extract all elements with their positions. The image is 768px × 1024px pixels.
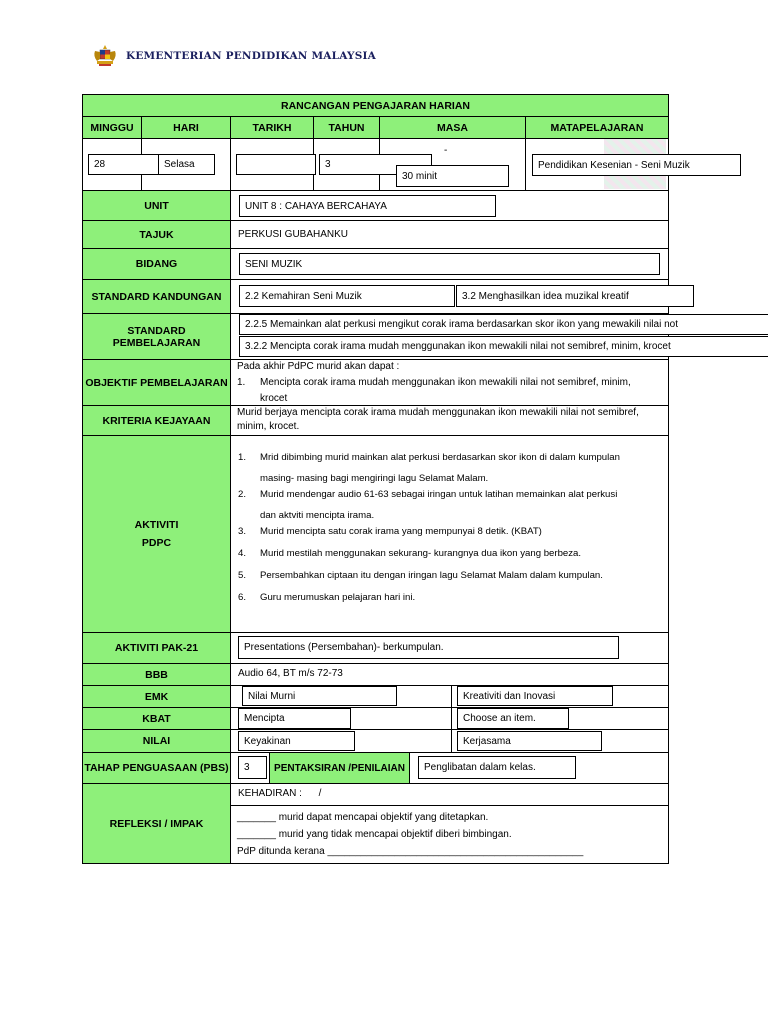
minggu-field[interactable]: 28 [88,154,160,175]
col-matapelajaran-label: MATAPELAJARAN [550,121,644,134]
label-kriteria-text: KRITERIA KEJAYAAN [102,414,211,427]
emk-divider [451,685,452,708]
col-tarikh-label: TARIKH [252,121,292,134]
label-nilai-text: NILAI [142,735,171,747]
label-pak21 [82,632,231,664]
nilai-field-2[interactable]: Kerjasama [457,731,602,751]
label-kbat [82,707,231,730]
label-standard-kandungan-text: STANDARD KANDUNGAN [91,290,222,303]
pentaksiran-field[interactable]: Penglibatan dalam kelas. [418,756,576,779]
aktiviti-item-number: 4. [238,548,247,559]
aktiviti-item-text: Murid mencipta satu corak irama yang mempunyai 8 detik. (KBAT) [260,526,542,537]
aktiviti-item-number: 5. [238,570,247,581]
label-bbb [82,663,231,686]
aktiviti-item-text: Mrid dibimbing murid mainkan alat perkusi berdasarkan skor ikon di dalam kumpulan [260,452,620,463]
col-minggu-label: MINGGU [90,121,134,134]
aktiviti-item-text: Murid mendengar audio 61-63 sebagai iringan untuk latihan memainkan alat perkusi [260,489,618,500]
col-matapelajaran [525,116,669,139]
label-pentaksiran-text: PENTAKSIRAN /PENILAIAN [274,762,405,774]
label-kriteria [82,405,231,436]
refleksi-line-1: _______ murid dapat mencapai objektif yang ditetapkan. [237,812,489,823]
col-tahun-label: TAHUN [328,121,365,134]
label-emk [82,685,231,708]
sk-field-2[interactable]: 3.2 Menghasilkan idea muzikal kreatif [456,285,694,307]
refleksi-line-3: PdP ditunda kerana ______________________________________________ [237,846,584,857]
unit-field[interactable]: UNIT 8 : CAHAYA BERCAHAYA [239,195,496,217]
kbat-divider [451,707,452,730]
label-nilai [82,729,231,753]
malaysia-coat-of-arms-icon [92,44,118,68]
matapelajaran-field[interactable]: Pendidikan Kesenian - Seni Muzik [532,154,741,176]
objektif-text-1: Mencipta corak irama mudah menggunakan ikon mewakili nilai not semibref, minim, [260,377,631,388]
label-aktiviti [82,435,231,633]
aktiviti-item-text: Guru merumuskan pelajaran hari ini. [260,592,416,603]
label-standard-kandungan [82,279,231,314]
col-masa [379,116,526,139]
label-tahap-text: TAHAP PENGUASAAN (PBS) [84,762,229,774]
aktiviti-item-number: 2. [238,489,247,500]
pak21-field[interactable]: Presentations (Persembahan)- berkumpulan. [238,636,619,659]
label-standard-pembelajaran-text: STANDARD PEMBELAJARAN [112,324,201,349]
label-tahap [82,752,231,784]
tarikh-field[interactable] [236,154,316,175]
label-pak21-text: AKTIVITI PAK-21 [114,642,199,654]
nilai-field-1[interactable]: Keyakinan [238,731,355,751]
tahap-field[interactable]: 3 [238,756,267,779]
kbat-field-1[interactable]: Mencipta [238,708,351,729]
kbat-field-2[interactable]: Choose an item. [457,708,569,729]
nilai-divider [451,729,452,753]
aktiviti-item-number: 1. [238,452,247,463]
bidang-field[interactable]: SENI MUZIK [239,253,660,275]
objektif-intro: Pada akhir PdPC murid akan dapat : [237,361,400,372]
label-unit-text: UNIT [144,199,169,212]
aktiviti-item-text: dan aktviti mencipta irama. [260,510,375,521]
label-unit [82,190,231,221]
kriteria-text-2: minim, krocet. [237,421,300,432]
sp-field-1[interactable]: 2.2.5 Memainkan alat perkusi mengikut corak irama berdasarkan skor ikon yang mewakili nilai not [239,314,768,335]
label-bidang-text: BIDANG [135,258,178,270]
label-objektif [82,359,231,406]
masa-dash: - [444,145,448,156]
masa-duration-field[interactable]: 30 minit [396,165,509,187]
label-bidang [82,248,231,280]
col-hari-label: HARI [173,121,199,134]
col-minggu [82,116,142,139]
aktiviti-item-text: masing- masing bagi mengiringi lagu Selamat Malam. [260,473,489,484]
col-tahun [313,116,380,139]
col-masa-label: MASA [437,121,468,134]
emk-field-1[interactable]: Nilai Murni [242,686,397,706]
tahun-field[interactable]: 3 [319,154,432,175]
col-hari [141,116,231,139]
emk-field-2[interactable]: Kreativiti dan Inovasi [457,686,613,706]
label-tajuk-text: TAJUK [139,228,174,241]
label-pdpc-text: PDPC [141,537,172,549]
objektif-text-2: krocet [260,393,288,404]
objektif-number: 1. [237,377,246,388]
col-tarikh [230,116,314,139]
label-objektif-text: OBJEKTIF PEMBELAJARAN [85,376,228,389]
label-emk-text: EMK [144,690,169,703]
bbb-value: Audio 64, BT m/s 72-73 [238,668,343,679]
aktiviti-item-text: Persembahkan ciptaan itu dengan iringan lagu Selamat Malam dalam kumpulan. [260,570,603,581]
sp-field-2[interactable]: 3.2.2 Mencipta corak irama mudah menggunakan ikon mewakili nilai not semibref, minim, krocet [239,336,768,357]
aktiviti-list [238,451,663,627]
label-aktiviti-text: AKTIVITI [134,519,179,531]
kehadiran-value: KEHADIRAN : / [238,788,322,799]
aktiviti-item-number: 6. [238,592,247,603]
label-standard-pembelajaran [82,313,231,360]
tajuk-value: PERKUSI GUBAHANKU [238,229,349,240]
sk-field-1[interactable]: 2.2 Kemahiran Seni Muzik [239,285,455,307]
aktiviti-item-text: Murid mestilah menggunakan sekurang- kurangnya dua ikon yang berbeza. [260,548,582,559]
label-refleksi [82,783,231,864]
label-bbb-text: BBB [145,668,168,681]
label-pentaksiran [269,752,410,784]
form-title [82,94,669,117]
label-kbat-text: KBAT [142,712,171,725]
aktiviti-item-number: 3. [238,526,247,537]
label-tajuk [82,220,231,249]
kriteria-text-1: Murid berjaya mencipta corak irama mudah menggunakan ikon mewakili nilai not semibref, [237,407,639,418]
hari-field[interactable]: Selasa [158,154,215,175]
refleksi-line-2: _______ murid yang tidak mencapai objektif diberi bimbingan. [237,829,512,840]
ministry-name: KEMENTERIAN PENDIDIKAN MALAYSIA [126,50,376,62]
form-title-text: RANCANGAN PENGAJARAN HARIAN [280,99,470,112]
label-refleksi-text: REFLEKSI / IMPAK [109,817,204,830]
